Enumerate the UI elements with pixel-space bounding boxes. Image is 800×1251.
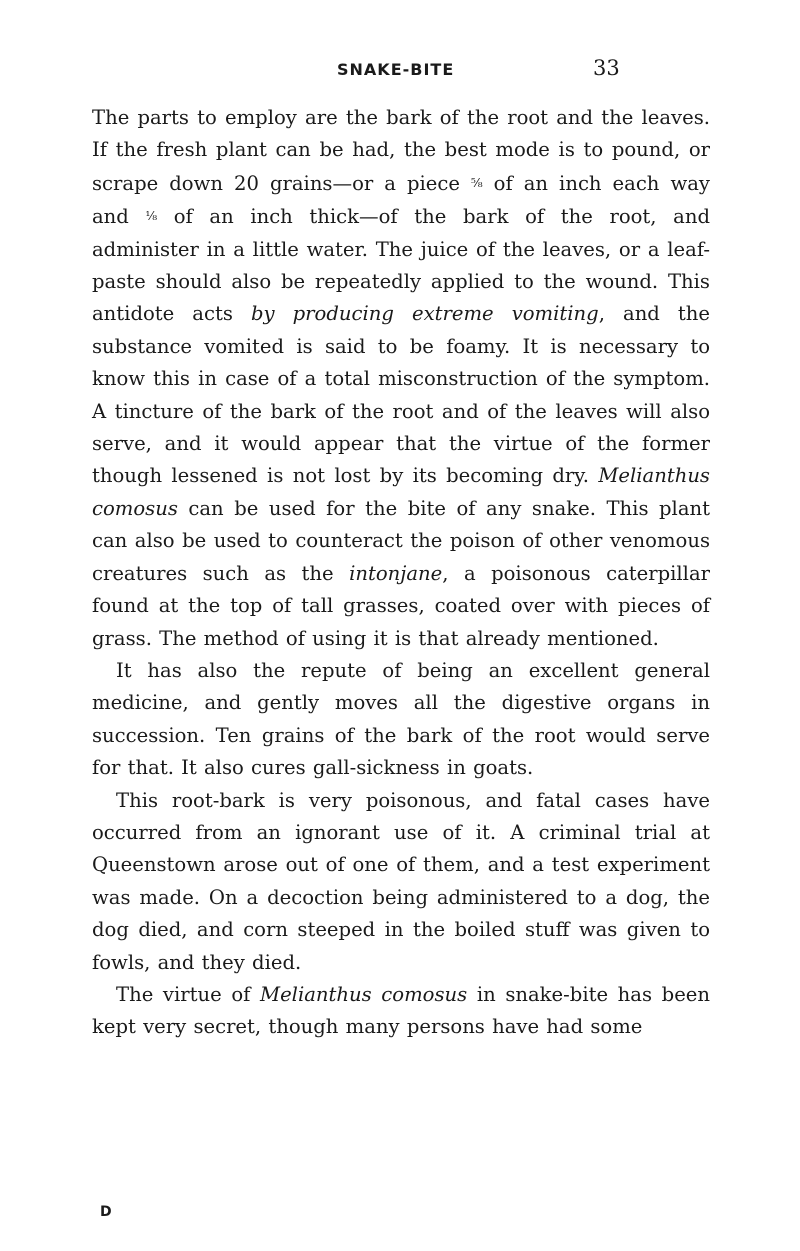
fraction: ⅝ (470, 175, 483, 190)
italic-term: intonjane (349, 561, 443, 585)
text-run: The virtue of (116, 982, 261, 1006)
paragraph (92, 655, 710, 785)
paragraph (92, 979, 710, 1044)
text-run: , and the substance vomited is said to be foamy. It is necessary to know this in case of a total misconstruction of the symptom. A tincture of the bark of the root and of the leaves will also serve, and it would appear that the virtue of the former though lessened is not lost by its becoming dry. (92, 302, 711, 488)
text-run: of an inch each way and (92, 171, 710, 229)
body-text (92, 102, 710, 1044)
text-run: in snake-bite has been kept very secret, though many persons have had some (92, 982, 711, 1039)
text-run: can be used for the bite of any snake. This plant can also be used to counteract the poison of other venomous creatures such as the (92, 496, 710, 585)
text-run: It has also the repute of being an excellent general medicine, and gently moves all the digestive organs in succession. Ten grains of the bark of the root would serve for that. It also cures gall-sickness in goats. (92, 658, 710, 780)
text-run: This root-bark is very poisonous, and fatal cases have occurred from an ignorant use of it. A criminal trial at Queenstown arose out of one of them, and a test experiment was made. On a decoction being administered to a dog, the dog died, and corn steeped in the boiled stuff was given to fowls, and they died. (92, 788, 710, 974)
page-number: 33 (593, 56, 620, 80)
text-run: of an inch thick—of the bark of the root, and administer in a little water. The juice of the leaves, or a leaf-paste should also be repeatedly applied to the wound. This antidote acts (92, 205, 710, 326)
running-head: SNAKE-BITE (337, 60, 455, 79)
italic-term: Melianthus comosus (260, 982, 468, 1006)
paragraph (92, 102, 710, 655)
italic-term: by producing extreme vomiting (250, 302, 599, 326)
italic-term: Melianthus comosus (92, 464, 710, 520)
fraction: ⅛ (145, 209, 158, 224)
signature-mark: D (100, 1204, 112, 1220)
paragraph (92, 785, 710, 979)
text-run: , a poisonous caterpillar found at the top of tall grasses, coated over with pieces of grass. The method of using it is that already mentioned. (92, 561, 710, 650)
text-run: The parts to employ are the bark of the root and the leaves. If the fresh plant can be had, the best mode is to pound, or scrape down 20 grains—or a piece (92, 106, 710, 195)
